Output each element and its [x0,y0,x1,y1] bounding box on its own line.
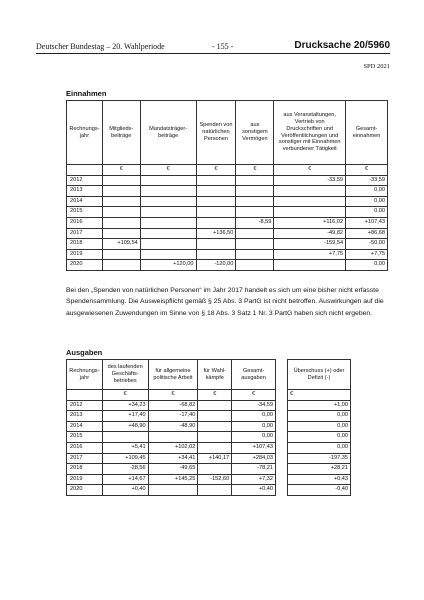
einnahmen-header-row [67,101,388,165]
year-cell: 2012 [67,175,103,186]
currency-cell: € [140,165,196,176]
value-cell: 0,00 [232,421,276,432]
einnahmen-table [66,100,388,271]
currency-cell: € [196,165,236,176]
col-header-year: Rechnungsjahr [67,101,103,165]
value-cell: 0,00 [232,411,276,422]
currency-row [67,165,388,176]
value-cell [102,175,140,186]
value-cell: +120,00 [140,260,196,271]
col-header-operations: des laufenden Geschäftsbetriebes [102,360,148,390]
value-cell [140,196,196,207]
table-row [67,464,276,475]
value-cell [196,207,236,218]
party-label: SPD 2021 [363,63,390,70]
value-cell [140,239,196,250]
value-cell: +86,68 [346,228,388,239]
value-cell [198,485,232,496]
table-row [67,207,388,218]
value-cell [198,421,232,432]
value-cell: +48,90 [102,421,148,432]
ausgaben-table [66,359,276,496]
value-cell: 0,00 [346,207,388,218]
value-cell [196,175,236,186]
value-cell: -8,59 [236,217,274,228]
balance-cell: +1,00 [288,400,351,411]
balance-cell: +28,21 [288,464,351,475]
table-row [67,260,388,271]
year-cell: 2013 [67,411,103,422]
balance-cell: 0,00 [288,411,351,422]
value-cell: -152,60 [198,474,232,485]
value-cell: +116,02 [274,217,346,228]
currency-cell: € [346,165,388,176]
col-header-mandate-fees: Mandatsträgerbeiträge [140,101,196,165]
value-cell [198,411,232,422]
value-cell: +17,40 [102,411,148,422]
year-cell: 2019 [67,249,103,260]
value-cell [274,186,346,197]
value-cell [140,249,196,260]
value-cell: +0,40 [232,485,276,496]
ausgaben-header-row [67,360,276,390]
value-cell: +136,50 [196,228,236,239]
value-cell [140,207,196,218]
table-row [67,249,388,260]
currency-cell: € [198,390,232,401]
balance-cell: -0,40 [288,485,351,496]
value-cell: -49,65 [148,464,198,475]
col-header-membership-fees: Mitgliedsbeiträge [102,101,140,165]
table-row [288,453,351,464]
header-document-number: Drucksache 20/5960 [294,40,390,51]
currency-cell: € [102,390,148,401]
value-cell: -33,59 [346,175,388,186]
year-cell: 2014 [67,421,103,432]
table-row [67,196,388,207]
value-cell [196,186,236,197]
currency-row [67,390,276,401]
balance-cell: -197,35 [288,453,351,464]
value-cell [196,196,236,207]
year-cell: 2017 [67,228,103,239]
table-row [288,421,351,432]
year-cell: 2015 [67,432,103,443]
value-cell [236,175,274,186]
value-cell: +7,75 [274,249,346,260]
year-cell: 2015 [67,207,103,218]
value-cell [102,186,140,197]
currency-cell: € [236,165,274,176]
value-cell [198,432,232,443]
year-cell: 2020 [67,485,103,496]
value-cell: 0,00 [346,186,388,197]
value-cell: +5,41 [102,442,148,453]
value-cell: +109,45 [102,453,148,464]
value-cell [198,442,232,453]
table-row [67,400,276,411]
table-row [288,474,351,485]
year-cell: 2017 [67,453,103,464]
value-cell [274,260,346,271]
balance-table [287,359,351,496]
table-row [288,400,351,411]
year-cell: 2013 [67,186,103,197]
value-cell: +107,43 [232,442,276,453]
einnahmen-title: Einnahmen [66,89,107,98]
year-cell: 2019 [67,474,103,485]
col-header-total-income: Gesamteinnahmen [346,101,388,165]
balance-cell: 0,00 [288,421,351,432]
value-cell [102,432,148,443]
table-row [67,228,388,239]
value-cell: -68,82 [148,400,198,411]
currency-cell: € [102,165,140,176]
col-header-total-expenses: Gesamtausgaben [232,360,276,390]
value-cell [236,239,274,250]
value-cell [236,207,274,218]
balance-header-row [288,360,351,390]
header-rule [36,53,390,54]
value-cell: +145,25 [148,474,198,485]
value-cell [196,249,236,260]
table-row [67,186,388,197]
table-row [288,442,351,453]
value-cell: -49,82 [274,228,346,239]
value-cell [274,207,346,218]
table-row [288,411,351,422]
value-cell: +0,40 [102,485,148,496]
explanatory-paragraph: Bei den „Spenden von natürlichen Personen“ im Jahr 2017 handelt es sich um eine bisher nicht erfasste Spendensammlung. Die Ausweispflicht gemäß § 25 Abs. 3 PartG ist nicht betroffen. Auswirkungen auf die ausgewiesenen Zuwendungen im Sinne von § 18 Abs. 3 Satz 1 Nr. 3 PartG haben sich nicht ergeben. [66,287,384,317]
currency-cell [67,165,103,176]
value-cell [140,228,196,239]
currency-row [288,390,351,401]
value-cell [198,400,232,411]
value-cell: -50,00 [346,239,388,250]
value-cell: +7,75 [346,249,388,260]
value-cell [140,217,196,228]
value-cell [102,260,140,271]
value-cell [236,260,274,271]
value-cell: -78,21 [232,464,276,475]
value-cell: +7,32 [232,474,276,485]
value-cell [236,228,274,239]
value-cell: -120,00 [196,260,236,271]
value-cell: -33,59 [274,175,346,186]
value-cell: +34,23 [102,400,148,411]
year-cell: 2020 [67,260,103,271]
table-row [288,464,351,475]
value-cell [198,464,232,475]
col-header-donations: Spenden von natürlichen Personen [196,101,236,165]
value-cell: -159,54 [274,239,346,250]
table-row [67,217,388,228]
table-row [67,411,276,422]
value-cell: +14,67 [102,474,148,485]
balance-cell: +0,43 [288,474,351,485]
year-cell: 2018 [67,464,103,475]
value-cell: +102,02 [148,442,198,453]
value-cell: -28,56 [102,464,148,475]
value-cell: +109,54 [102,239,140,250]
value-cell [102,228,140,239]
value-cell: -48,90 [148,421,198,432]
value-cell: +107,43 [346,217,388,228]
value-cell [236,186,274,197]
table-row [67,485,276,496]
table-row [67,453,276,464]
table-row [67,432,276,443]
value-cell [148,432,198,443]
value-cell: 0,00 [232,432,276,443]
value-cell [102,249,140,260]
value-cell [140,186,196,197]
col-header-campaigns: für Wahlkämpfe [198,360,232,390]
year-cell: 2018 [67,239,103,250]
value-cell [102,217,140,228]
currency-cell: € [232,390,276,401]
table-row [288,485,351,496]
col-header-political-work: für allgemeine politische Arbeit [148,360,198,390]
value-cell [236,196,274,207]
table-row [288,432,351,443]
currency-cell [67,390,103,401]
currency-cell: € [274,165,346,176]
header-page-number: - 155 - [212,42,234,51]
value-cell [236,249,274,260]
value-cell [102,207,140,218]
col-header-other-assets: aus sonstigem Vermögen [236,101,274,165]
year-cell: 2016 [67,217,103,228]
year-cell: 2016 [67,442,103,453]
table-row [67,175,388,186]
table-row [67,421,276,432]
col-header-events: aus Veranstaltungen, Vertrieb von Druckschriften und Veröffentlichungen und sonstiger mit Einnahmen verbundener Tätigkeit [274,101,346,165]
value-cell: +140,17 [198,453,232,464]
balance-cell: 0,00 [288,432,351,443]
table-row [67,474,276,485]
value-cell [102,196,140,207]
value-cell: 0,00 [346,260,388,271]
value-cell: 0,00 [346,196,388,207]
value-cell [274,196,346,207]
value-cell: -34,59 [232,400,276,411]
col-header-balance: Überschuss (+) oder Defizit (-) [288,360,351,390]
table-row [67,442,276,453]
currency-cell: € [148,390,198,401]
currency-cell: € [288,390,351,401]
year-cell: 2012 [67,400,103,411]
value-cell: +34,41 [148,453,198,464]
value-cell [148,485,198,496]
table-row [67,239,388,250]
value-cell [140,175,196,186]
value-cell: -17,40 [148,411,198,422]
col-header-year: Rechnungsjahr [67,360,103,390]
header-parliament: Deutscher Bundestag – 20. Wahlperiode [36,42,165,51]
page-header [36,41,390,53]
value-cell [196,217,236,228]
year-cell: 2014 [67,196,103,207]
ausgaben-title: Ausgaben [66,348,103,357]
value-cell [196,239,236,250]
balance-cell: 0,00 [288,442,351,453]
value-cell: +284,03 [232,453,276,464]
